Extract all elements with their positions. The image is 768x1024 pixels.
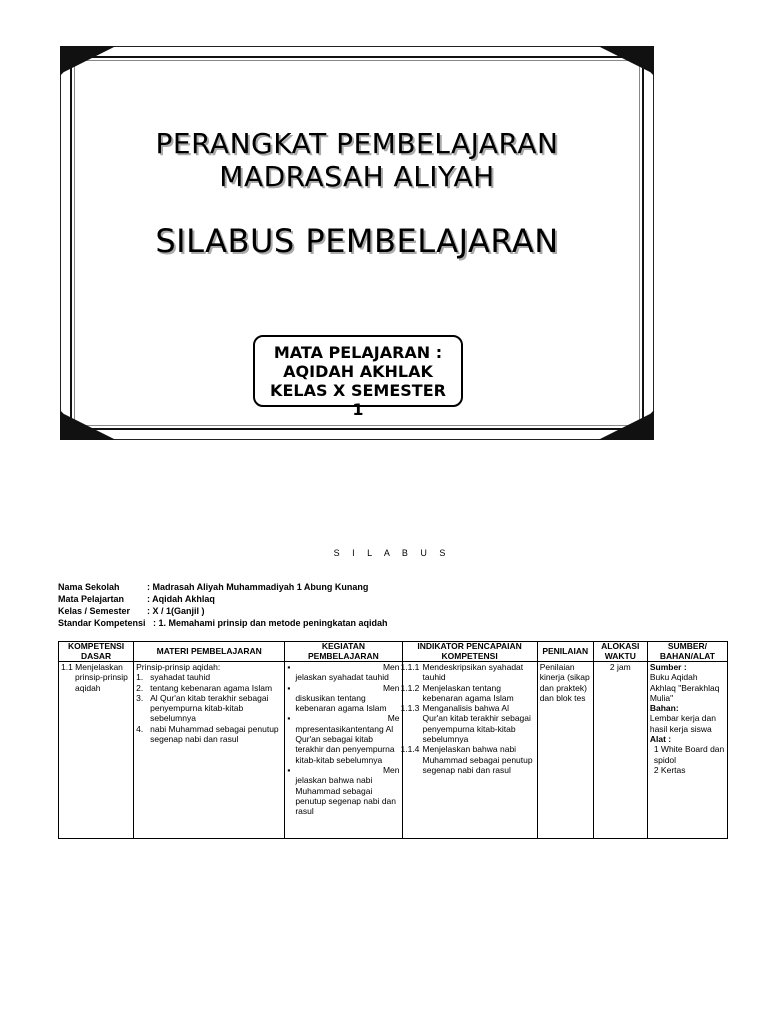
list-item: 1.1.4 Menjelaskan bahwa nabi Muhammad sebagai penutup segenap nabi dan rasul (400, 744, 533, 775)
list-item: 1 White Board dan spidol (653, 744, 725, 765)
info-value: : 1. Memahami prinsip dan metode peningkatan aqidah (153, 618, 388, 628)
cell-kompetensi (59, 662, 134, 839)
list-item: 2 Kertas (653, 764, 686, 775)
bullet-head: ▪ Men (287, 662, 400, 672)
alokasi-text: 2 jam (609, 662, 631, 672)
cover-frame (60, 46, 654, 440)
col-header-materi: MATERI PEMBELAJARAN (134, 642, 285, 662)
info-value: : X / 1(Ganjil ) (147, 606, 205, 616)
list-item: 3. Al Qur'an kitab terakhir sebagai penyempurna kitab-kitab sebelumnya (136, 692, 269, 724)
cell-materi (134, 662, 285, 839)
col-header-alokasi: ALOKASI WAKTU (593, 642, 647, 662)
bullet-head: ▪ Men (287, 764, 400, 775)
list-item: mpresentasikantentang Al Qur'an sebagai kitab terakhir dan penyempurna kitab-kitab sebelumnya (295, 723, 395, 765)
alat-label: Alat : (649, 734, 672, 745)
materi-intro: Prinsip-prinsip aqidah: (136, 662, 221, 672)
list-item: 1.1.3 Menganalisis bahwa Al Qur'an kitab terakhir sebagai penyempurna kitab-kitab sebelumnya (400, 703, 531, 745)
bahan-text: Lembar kerja dan hasil kerja siswa (649, 713, 716, 734)
bullet-icon: ▪ (287, 764, 291, 775)
corner-ornament-top-right-side (626, 46, 654, 76)
info-label: Kelas / Semester (58, 606, 131, 616)
bullet-icon: ▪ (287, 713, 291, 724)
info-label: Standar Kompetensi (58, 618, 146, 628)
subject-line3: KELAS X SEMESTER (270, 381, 446, 400)
list-item: diskusikan tentang kebenaran agama Islam (295, 692, 387, 714)
info-label: Nama Sekolah (58, 582, 120, 592)
sumber-label: Sumber : (649, 662, 687, 672)
cover-title-line1: PERANGKAT PEMBELAJARAN (155, 127, 559, 160)
col-header-kegiatan: KEGIATAN PEMBELAJARAN (285, 642, 402, 662)
col-header-indikator: INDIKATOR PENCAPAIAN KOMPETENSI (402, 642, 537, 662)
cell-indikator (402, 662, 537, 839)
col-header-sumber: SUMBER/ BAHAN/ALAT (647, 642, 727, 662)
list-item: 1. syahadat tauhid (136, 672, 211, 683)
bullet-head: ▪ Men (287, 682, 400, 693)
sumber-text: Buku Aqidah Akhlaq "Berakhlaq Mulia" (649, 672, 720, 703)
corner-ornament-bottom-left-side (60, 410, 88, 440)
penilaian-text: Penilaian kinerja (sikap dan praktek) dan blok tes (539, 662, 590, 703)
bahan-label: Bahan: (649, 703, 679, 714)
info-row-subject (58, 593, 215, 605)
info-label: Mata Pelajartan (58, 594, 125, 604)
cell-penilaian (537, 662, 593, 839)
list-item: jelaskan bahwa nabi Muhammad sebagai penutup segenap nabi dan rasul (295, 775, 397, 817)
cell-kegiatan (285, 662, 402, 839)
subject-line4: 1 (352, 400, 364, 419)
info-value: : Madrasah Aliyah Muhammadiyah 1 Abung Kunang (147, 582, 369, 592)
cell-alokasi (593, 662, 647, 839)
list-item: jelaskan syahadat tauhid (295, 672, 389, 683)
table-header-row (59, 642, 728, 662)
corner-ornament-bottom-right-side (626, 410, 654, 440)
subject-line2: AQIDAH AKHLAK (283, 362, 433, 381)
col-header-penilaian: PENILAIAN (537, 642, 593, 662)
cover-title-line3: SILABUS PEMBELAJARAN (155, 222, 559, 260)
kompetensi-text: 1.1 Menjelaskan prinsip-prinsip aqidah (61, 662, 128, 693)
col-header-kompetensi: KOMPETENSI DASAR (59, 642, 134, 662)
list-item: 2. tentang kebenaran agama Islam (136, 682, 273, 693)
silabus-heading: S I L A B U S (333, 548, 451, 558)
list-item: 1.1.2 Menjelaskan tentang kebenaran agama Islam (400, 682, 514, 703)
corner-ornament-top-left-side (60, 46, 88, 76)
info-row-school (58, 581, 368, 593)
bullet-icon: ▪ (287, 682, 291, 693)
syllabus-table (58, 641, 728, 839)
table-row (59, 662, 728, 839)
cover-title-line2: MADRASAH ALIYAH (219, 160, 495, 193)
cell-sumber (647, 662, 727, 839)
subject-line1: MATA PELAJARAN : (273, 343, 443, 362)
list-item: 1.1.1 Mendeskripsikan syahadat tauhid (400, 662, 524, 683)
list-item: 4. nabi Muhammad sebagai penutup segenap nabi dan rasul (136, 723, 279, 745)
info-row-class (58, 605, 205, 617)
bullet-icon: ▪ (287, 662, 291, 672)
bullet-head: ▪ Me (287, 713, 400, 724)
info-value: : Aqidah Akhlaq (147, 594, 215, 604)
info-row-standard (58, 617, 388, 629)
